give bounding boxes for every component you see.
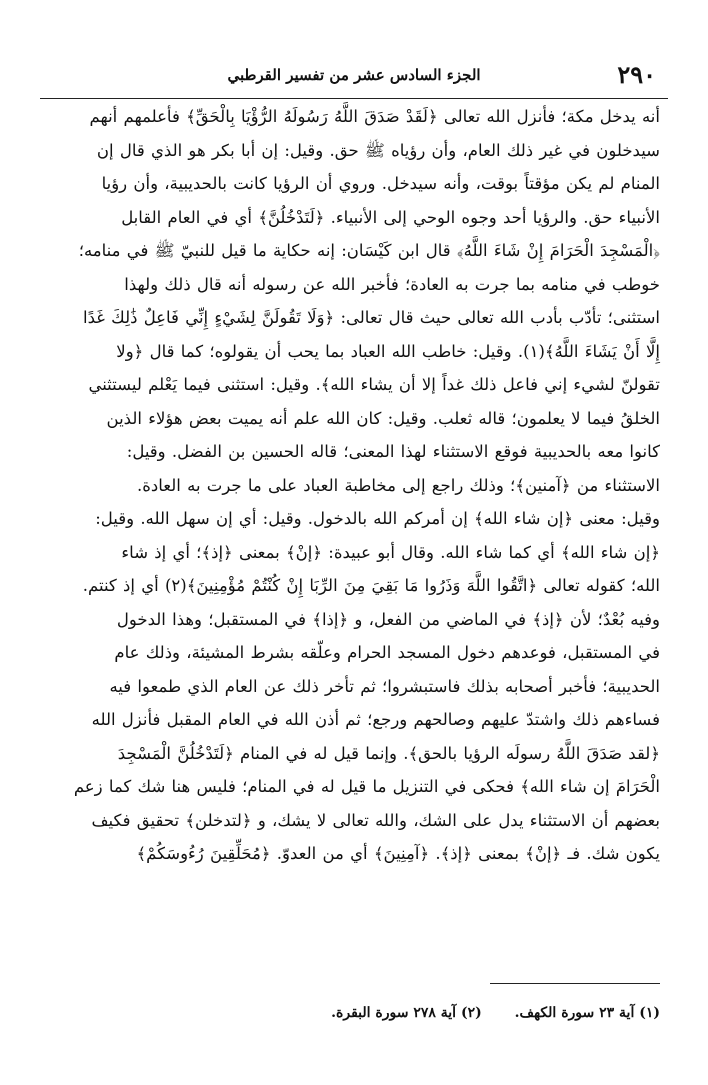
- page-header: [40, 58, 668, 99]
- body-line: الحديبية؛ فأخبر أصحابه بذلك فاستبشروا؛ ثم تأخر ذلك عن العام الذي طمعوا فيه: [109, 676, 660, 696]
- body-line: ﴿الْمَسْجِدَ الْحَرَامَ إِنْ شَاءَ اللَّهُ﴾ قال ابن كَيْسَان: إنه حكاية ما قيل للنبيّ ﷺ في منامه؛: [78, 241, 660, 260]
- body-line: كانوا معه بالحديبية فوقع الاستثناء لهذا المعنى؛ قاله الحسين بن الفضل. وقيل:: [126, 442, 660, 461]
- body-line: بعضهم أن الاستثناء يدل على الشك، والله تعالى لا يشك، و ﴿لتدخلن﴾ تحقيق فكيف: [91, 810, 660, 830]
- body-line: ﴿إن شاء الله﴾ أي كما شاء الله. وقال أبو عبيدة: ﴿إنْ﴾ بمعنى ﴿إذ﴾؛ أي إذ شاء: [121, 542, 660, 562]
- body-line: إِلَّا أَنْ يَشَاءَ اللَّهُ﴾(١). وقيل: خاطب الله العباد بما يحب أن يقولوه؛ كما قال ﴿ولا: [116, 341, 660, 361]
- running-title: الجزء السادس عشر من تفسير القرطبي: [227, 66, 481, 84]
- footnotes: [50, 1005, 660, 1021]
- body-line: ﴿لقد صَدَقَ اللَّهُ رسولَه الرؤيا بالحق﴾. وإنما قيل له في المنام ﴿لَتَدْخُلُنَّ الْمَسْجِدَ: [117, 743, 660, 763]
- body-line: أنه يدخل مكة؛ فأنزل الله تعالى ﴿لَقَدْ صَدَقَ اللَّهُ رَسُولَهُ الرُّؤْيَا بِالْحَقِّ﴾ فأعلمهم أنهم: [89, 107, 660, 126]
- body-line: وفيه بُعْدٌ؛ لأن ﴿إذ﴾ في الماضي من الفعل، و ﴿إذا﴾ في المستقبل؛ وهذا الدخول: [116, 609, 660, 629]
- body-line: فساءهم ذلك واشتدّ عليهم وصالحهم ورجع؛ ثم أذن الله في العام المقبل فأنزل الله: [91, 710, 660, 729]
- body-line: الْحَرَامَ إن شاء الله﴾ فحكى في التنزيل ما قيل له في المنام؛ فليس هنا شك كما زعم: [73, 777, 660, 796]
- footnote-divider: [490, 983, 660, 984]
- body-line: الأنبياء حق. والرؤيا أحد وجوه الوحي إلى الأنبياء. ﴿لَتَدْخُلُنَّ﴾ أي في العام القابل: [121, 207, 660, 227]
- body-line: سيدخلون في غير ذلك العام، وأن رؤياه ﷺ حق. وقيل: إن أبا بكر هو الذي قال إن: [96, 140, 660, 160]
- body-line: استثنى؛ تأدّب بأدب الله تعالى حيث قال تعالى: ﴿وَلَا تَقُولَنَّ لِشَيْءٍ إِنِّي فَاعِلٌ ذَٰلِكَ غَدًا: [83, 308, 660, 327]
- footnote-1: (١) آية ٢٣ سورة الكهف.: [514, 1005, 660, 1021]
- body-line: تقولنّ لشيء إني فاعل ذلك غداً إلا أن يشاء الله﴾. وقيل: استثنى فيما يَعْلم ليستثني: [88, 375, 660, 394]
- body-text: [50, 100, 660, 871]
- body-line: الاستثناء من ﴿آمنين﴾؛ وذلك راجع إلى مخاطبة العباد على ما جرت به العادة.: [137, 475, 660, 495]
- body-line: يكون شك. فـ ﴿إنْ﴾ بمعنى ﴿إذ﴾. ﴿آمِنِينَ﴾ أي من العدوّ. ﴿مُحَلِّقِينَ رُءُوسَكُمْ﴾: [136, 844, 660, 863]
- page-number: ٢٩٠: [617, 60, 656, 89]
- body-line: المنام لم يكن مؤقتاً بوقت، وأنه سيدخل. وروي أن الرؤيا كانت بالحديبية، وأن رؤيا: [101, 174, 660, 193]
- body-line: خوطب في منامه بما جرت به العادة؛ فأخبر الله عن رسوله أنه قال ذلك ولهذا: [124, 274, 660, 294]
- footnote-2: (٢) آية ٢٧٨ سورة البقرة.: [331, 1005, 482, 1021]
- body-line: في المستقبل، فوعدهم دخول المسجد الحرام وعلّقه بشرط المشيئة، وذلك عام: [114, 643, 660, 662]
- body-line: الله؛ كقوله تعالى ﴿اتَّقُوا اللَّهَ وَذَرُوا مَا بَقِيَ مِنَ الرِّبَا إِنْ كُنْتُمْ مُؤْمِنِينَ﴾(٢) أي إذ كنتم.: [82, 576, 660, 595]
- body-line: وقيل: معنى ﴿إن شاء الله﴾ إن أمركم الله بالدخول. وقيل: أي إن سهل الله. وقيل:: [95, 509, 660, 528]
- body-line: الخلقُ فيما لا يعلمون؛ قاله ثعلب. وقيل: كان الله علم أنه يميت بعض هؤلاء الذين: [106, 408, 660, 428]
